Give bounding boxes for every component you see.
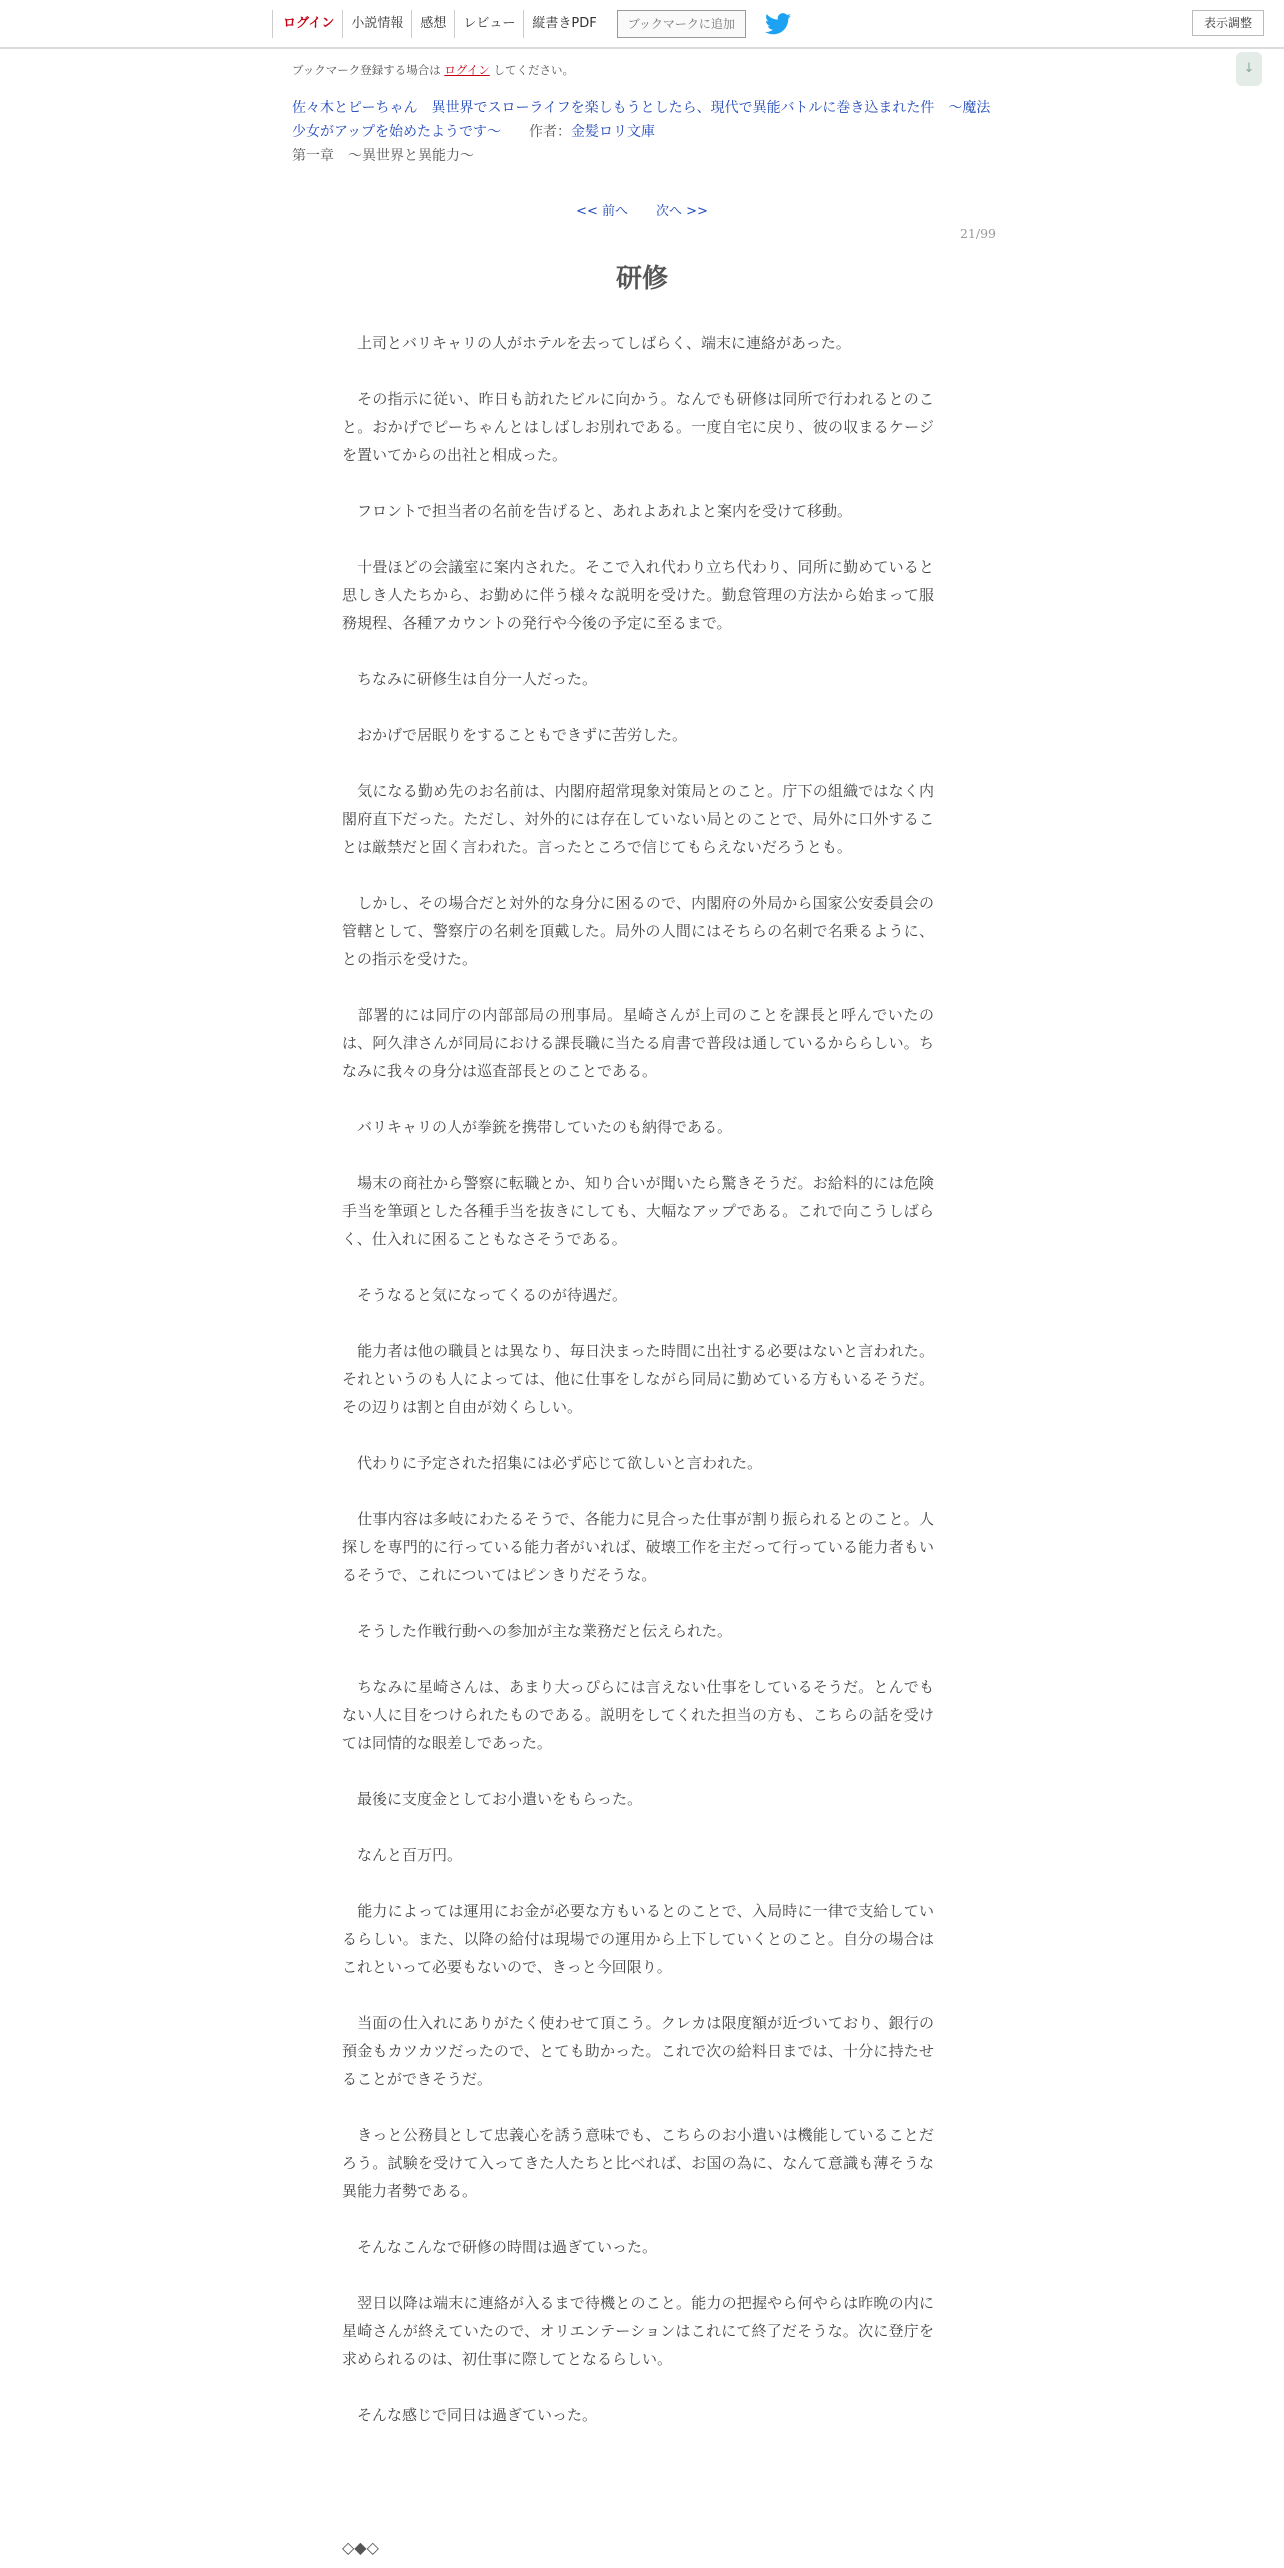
top-navigation-bar xyxy=(0,0,1284,49)
body-paragraph: 翌日以降は端末に連絡が入るまで待機とのこと。能力の把握やら何やらは昨晩の内に星崎さんが終えていたので、オリエンテーションはこれにて終了だそうな。次に登庁を求められるのは、初仕事に際してとなるらしい。 xyxy=(342,2294,934,2368)
body-paragraph: ちなみに研修生は自分一人だった。 xyxy=(342,670,598,688)
nav-novel-info-link[interactable]: 小説情報 xyxy=(342,10,411,38)
bookmark-note-login-link[interactable]: ログイン xyxy=(444,63,490,77)
novel-title-link[interactable]: 佐々木とピーちゃん 異世界でスローライフを楽しもうとしたら、現代で異能バトルに巻き込まれた件 ～魔法少女がアップを始めたようです～ xyxy=(292,100,991,140)
body-paragraph: 代わりに予定された招集には必ず応じて欲しいと言われた。 xyxy=(342,1454,763,1472)
add-bookmark-button[interactable]: ブックマークに追加 xyxy=(617,10,746,38)
body-paragraph: 仕事内容は多岐にわたるそうで、各能力に見合った仕事が割り振られるとのこと。人探しを専門的に行っている能力者がいれば、破壊工作を主だって行っている能力者もいるそうで、これについてはピンきりだそうな。 xyxy=(342,1510,934,1584)
next-episode-link[interactable]: 次へ >> xyxy=(656,204,708,219)
author-link[interactable]: 金髪ロリ文庫 xyxy=(571,124,656,140)
body-paragraph: フロントで担当者の名前を告げると、あれよあれよと案内を受けて移動。 xyxy=(342,502,853,520)
bookmark-note-before: ブックマーク登録する場合は xyxy=(292,63,441,77)
body-paragraph: その指示に従い、昨日も訪れたビルに向かう。なんでも研修は同所で行われるとのこと。おかげでピーちゃんとはしばしお別れである。一度自宅に戻り、彼の収まるケージを置いてからの出社と相成った。 xyxy=(342,390,934,464)
scroll-down-button[interactable]: ↓ xyxy=(1236,52,1262,86)
nav-login-link[interactable]: ログイン xyxy=(272,10,342,38)
body-paragraph: 能力者は他の職員とは異なり、毎日決まった時間に出社する必要はないと言われた。それというのも人によっては、他に仕事をしながら同局に勤めている方もいるそうだ。その辺りは割と自由が効くらしい。 xyxy=(342,1342,934,1416)
body-paragraph: きっと公務員として忠義心を誘う意味でも、こちらのお小遣いは機能していることだろう。試験を受けて入ってきた人たちと比べれば、お国の為に、なんて意識も薄そうな異能力者勢である。 xyxy=(342,2126,934,2200)
scene-separator: ◇◆◇ xyxy=(342,2538,379,2557)
bookmark-login-note xyxy=(292,62,574,78)
body-paragraph: 最後に支度金としてお小遣いをもらった。 xyxy=(342,1790,643,1808)
body-paragraph: 十畳ほどの会議室に案内された。そこで入れ代わり立ち代わり、同所に勤めていると思しき人たちから、お勤めに伴う様々な説明を受けた。勤怠管理の方法から始まって服務規程、各種アカウントの発行や今後の予定に至るまで。 xyxy=(342,558,934,632)
display-settings-button[interactable]: 表示調整 xyxy=(1192,10,1264,36)
body-paragraph: そうなると気になってくるのが待遇だ。 xyxy=(342,1286,628,1304)
body-paragraph: そうした作戦行動への参加が主な業務だと伝えられた。 xyxy=(342,1622,733,1640)
nav-vertical-pdf-link[interactable]: 縦書きPDF xyxy=(523,10,604,38)
body-paragraph: バリキャリの人が拳銃を携帯していたのも納得である。 xyxy=(342,1118,733,1136)
body-paragraph: 気になる勤め先のお名前は、内閣府超常現象対策局とのこと。庁下の組織ではなく内閣府直下だった。ただし、対外的には存在していない局とのことで、局外に口外することは厳禁だと固く言われた。言ったところで信じてもらえないだろうとも。 xyxy=(342,782,934,856)
bookmark-note-after: してください。 xyxy=(493,63,574,77)
twitter-icon[interactable] xyxy=(764,12,792,36)
body-paragraph: そんなこんなで研修の時間は過ぎていった。 xyxy=(342,2238,658,2256)
episode-pager xyxy=(0,200,1284,219)
prev-episode-link[interactable]: << 前へ xyxy=(576,204,628,219)
body-paragraph: おかげで居眠りをすることもできずに苦労した。 xyxy=(342,726,688,744)
episode-body xyxy=(342,329,934,2457)
chapter-title: 第一章 ～異世界と異能力～ xyxy=(292,148,474,164)
body-paragraph: なんと百万円。 xyxy=(342,1846,463,1864)
body-paragraph: 当面の仕入れにありがたく使わせて頂こう。クレカは限度額が近づいており、銀行の預金もカツカツだったので、とても助かった。これで次の給料日までは、十分に持たせることができそうだ。 xyxy=(342,2014,934,2088)
body-paragraph: 場末の商社から警察に転職とか、知り合いが聞いたら驚きそうだ。お給料的には危険手当を筆頭とした各種手当を抜きにしても、大幅なアップである。これで向こうしばらく、仕入れに困ることもなさそうである。 xyxy=(342,1174,934,1248)
nav-impressions-link[interactable]: 感想 xyxy=(411,10,454,38)
author-label: 作者： xyxy=(529,124,572,140)
body-paragraph: 上司とバリキャリの人がホテルを去ってしばらく、端末に連絡があった。 xyxy=(342,334,851,352)
body-paragraph: そんな感じで同日は過ぎていった。 xyxy=(342,2406,598,2424)
body-paragraph: しかし、その場合だと対外的な身分に困るので、内閣府の外局から国家公安委員会の管轄として、警察庁の名刺を頂戴した。局外の人間にはそちらの名刺で名乗るように、との指示を受けた。 xyxy=(342,894,934,968)
episode-counter: 21/99 xyxy=(959,226,996,241)
novel-title-block xyxy=(292,96,996,144)
nav-review-link[interactable]: レビュー xyxy=(454,10,523,38)
twitter-bird-icon xyxy=(765,13,791,35)
body-paragraph: 能力によっては運用にお金が必要な方もいるとのことで、入局時に一律で支給しているらしい。また、以降の給付は現場での運用から上下していくとのこと。自分の場合はこれといって必要もないので、きっと今回限り。 xyxy=(342,1902,934,1976)
episode-title: 研修 xyxy=(615,264,668,294)
body-paragraph: ちなみに星崎さんは、あまり大っぴらには言えない仕事をしているそうだ。とんでもない人に目をつけられたものである。説明をしてくれた担当の方も、こちらの話を受けては同情的な眼差しであった。 xyxy=(342,1678,934,1752)
body-paragraph: 部署的には同庁の内部部局の刑事局。星崎さんが上司のことを課長と呼んでいたのは、阿久津さんが同局における課長職に当たる肩書で普段は通しているかららしい。ちなみに我々の身分は巡査部長とのことである。 xyxy=(342,1006,934,1080)
nav-menu xyxy=(272,10,792,38)
